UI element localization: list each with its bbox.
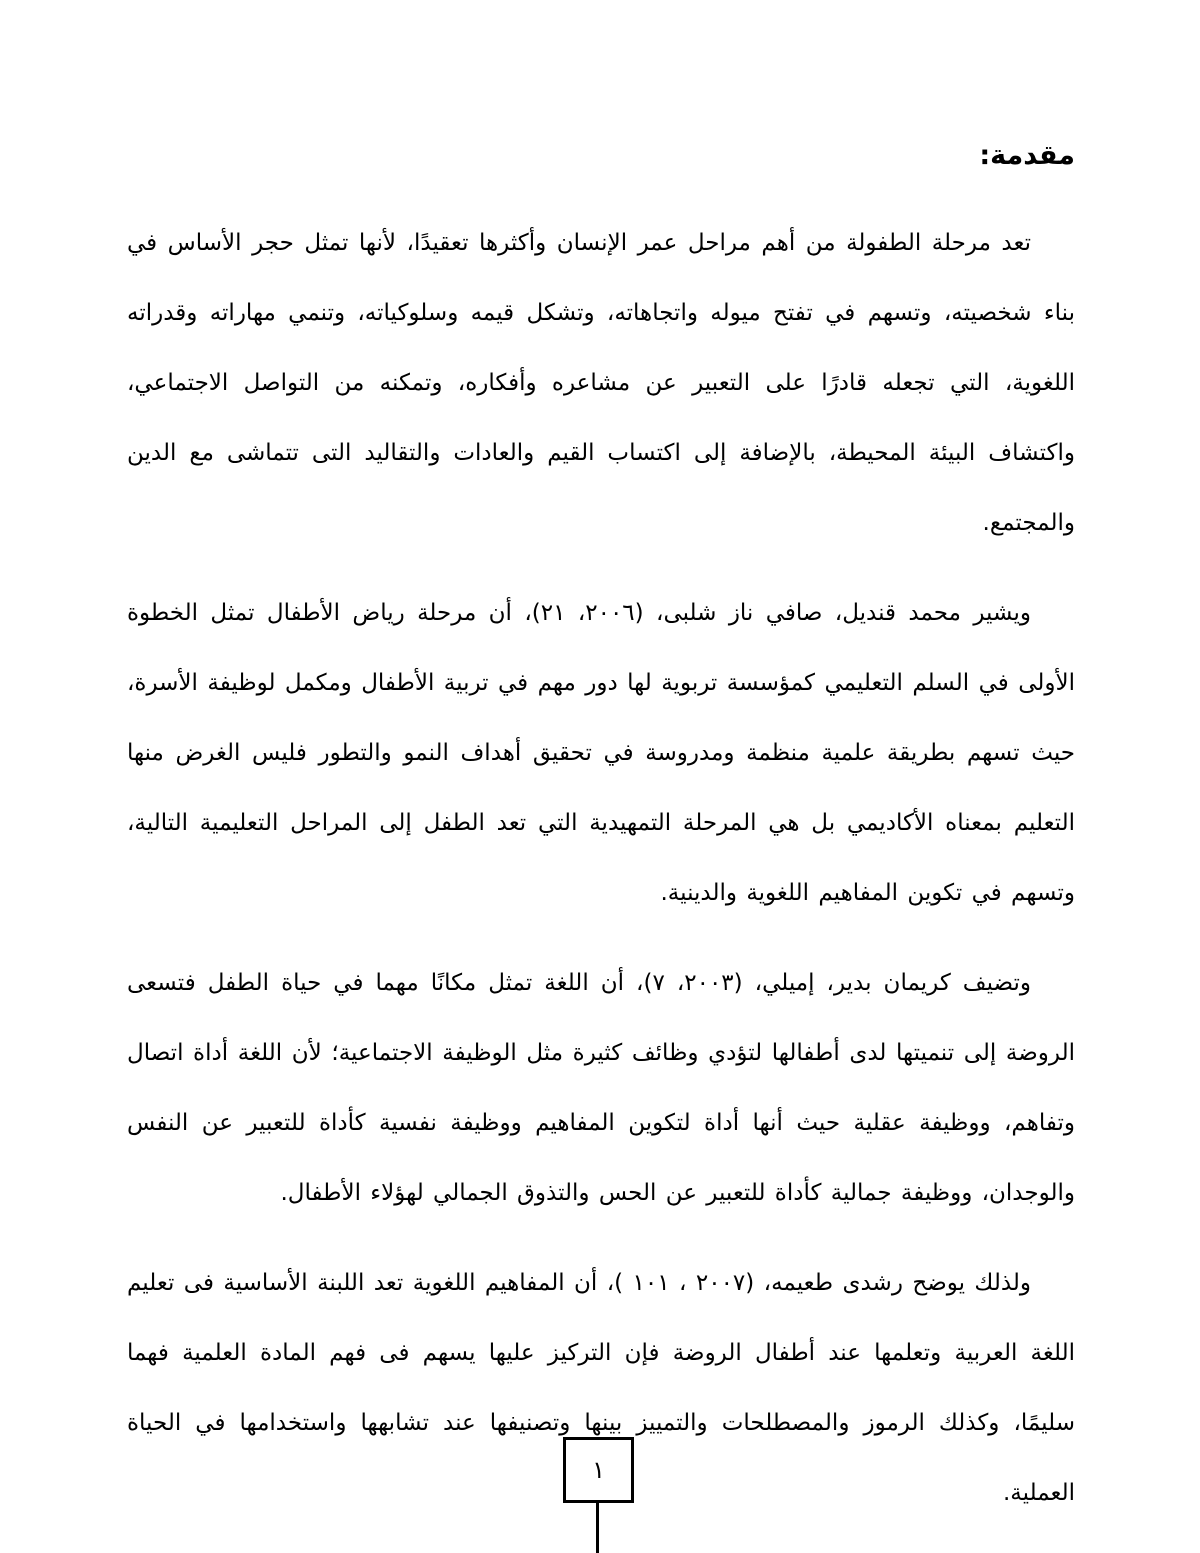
body-paragraph: ويشير محمد قنديل، صافي ناز شلبى، (٢٠٠٦، ٢١)، أن مرحلة رياض الأطفال تمثل الخطوة الأولى في السلم التعليمي كمؤسسة تربوية لها دور مهم في تربية الأطفال ومكمل لوظيفة الأسرة، حيث تسهم بطريقة علمية منظمة ومدروسة في تحقيق أهداف النمو والتطور فليس الغرض منها التعليم بمعناه الأكاديمي بل هي المرحلة التمهيدية التي تعد الطفل إلى المراحل التعليمية التالية، وتسهم في تكوين المفاهيم اللغوية والدينية. bbox=[127, 600, 1075, 906]
page-body bbox=[127, 138, 1075, 1548]
body-paragraph: تعد مرحلة الطفولة من أهم مراحل عمر الإنسان وأكثرها تعقيدًا، لأنها تمثل حجر الأساس في بناء شخصيته، وتسهم في تفتح ميوله واتجاهاته، وتشكل قيمه وسلوكياته، وتنمي مهاراته وقدراته اللغوية، التي تجعله قادرًا على التعبير عن مشاعره وأفكاره، وتمكنه من التواصل الاجتماعي، واكتشاف البيئة المحيطة، بالإضافة إلى اكتساب القيم والعادات والتقاليد التى تتماشى مع الدين والمجتمع. bbox=[127, 230, 1075, 536]
page-number-stem-line bbox=[596, 1501, 599, 1553]
page-number: ١ bbox=[592, 1456, 605, 1484]
section-heading: مقدمة: bbox=[979, 140, 1075, 171]
page-number-box bbox=[563, 1437, 634, 1503]
body-paragraph: ولذلك يوضح رشدى طعيمه، (٢٠٠٧ ، ١٠١ )، أن المفاهيم اللغوية تعد اللبنة الأساسية فى تعليم اللغة العربية وتعلمها عند أطفال الروضة فإن التركيز عليها يسهم فى فهم المادة العلمية فهما سليمًا، وكذلك الرموز والمصطلحات والتمييز بينها وتصنيفها عند تشابهها واستخدامها في الحياة العملية. bbox=[127, 1270, 1075, 1506]
body-paragraph: وتضيف كريمان بدير، إميلي، (٢٠٠٣، ٧)، أن اللغة تمثل مكانًا مهما في حياة الطفل فتسعى الروضة إلى تنميتها لدى أطفالها لتؤدي وظائف كثيرة مثل الوظيفة الاجتماعية؛ لأن اللغة أداة اتصال وتفاهم، ووظيفة عقلية حيث أنها أداة لتكوين المفاهيم ووظيفة نفسية كأداة للتعبير عن النفس والوجدان، ووظيفة جمالية كأداة للتعبير عن الحس والتذوق الجمالي لهؤلاء الأطفال. bbox=[127, 970, 1075, 1206]
